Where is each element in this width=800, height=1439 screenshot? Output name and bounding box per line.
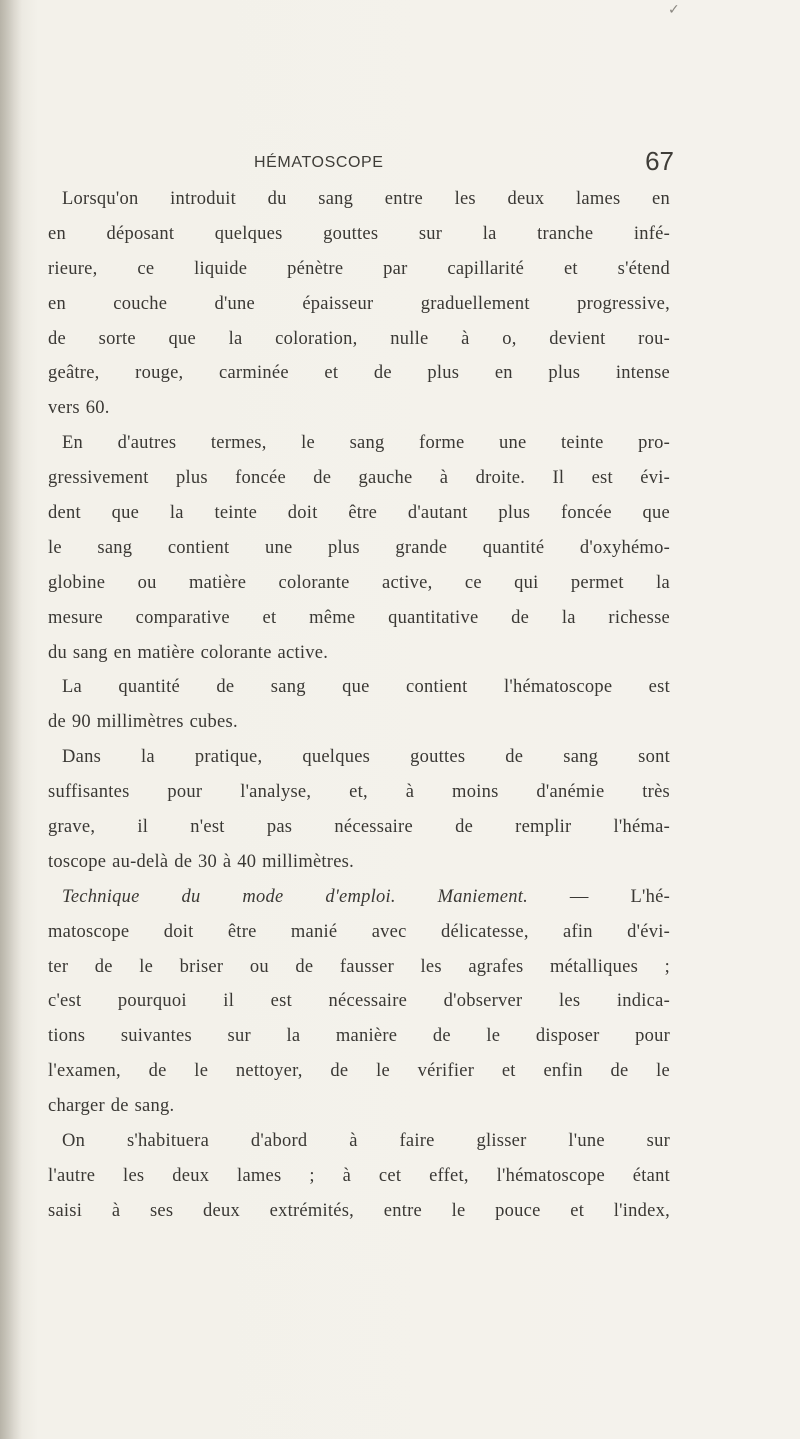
text-line: de sorte que la coloration, nulle à o, devient rou- [48, 328, 670, 349]
text-line: en déposant quelques gouttes sur la tranche infé- [48, 223, 670, 244]
text-line: toscope au-delà de 30 à 40 millimètres. [48, 851, 355, 872]
text-line: matoscope doit être manié avec délicatesse, afin d'évi- [48, 921, 670, 942]
section-heading: Technique du mode d'emploi. Maniement. [62, 886, 528, 907]
text-line: Dans la pratique, quelques gouttes de sang sont [62, 747, 670, 768]
text-line: La quantité de sang que contient l'hématoscope est [62, 677, 670, 698]
text-line: On s'habituera d'abord à faire glisser l'une sur [62, 1131, 670, 1152]
text-line: suffisantes pour l'analyse, et, à moins d'anémie très [48, 782, 670, 803]
text-line [48, 880, 670, 915]
text-line: grave, il n'est pas nécessaire de remplir l'héma- [48, 817, 670, 838]
text-line: l'autre les deux lames ; à cet effet, l'hématoscope étant [48, 1165, 670, 1186]
text-line: gressivement plus foncée de gauche à droite. Il est évi- [48, 468, 670, 489]
text-line: mesure comparative et même quantitative de la richesse [48, 607, 670, 628]
text-line: rieure, ce liquide pénètre par capillarité et s'étend [48, 258, 670, 279]
body-text [48, 182, 670, 1229]
text-line: geâtre, rouge, carminée et de plus en plus intense [48, 363, 670, 384]
running-title: HÉMATOSCOPE [254, 154, 384, 171]
running-header [254, 146, 674, 180]
text-fragment: — L'hé- [569, 886, 671, 907]
text-line: En d'autres termes, le sang forme une teinte pro- [62, 433, 670, 454]
text-line: Lorsqu'on introduit du sang entre les deux lames en [62, 189, 670, 209]
text-line: saisi à ses deux extrémités, entre le pouce et l'index, [48, 1200, 670, 1221]
text-line: tions suivantes sur la manière de le disposer pour [48, 1026, 670, 1047]
text-line: de 90 millimètres cubes. [48, 712, 238, 733]
text-line: charger de sang. [48, 1096, 175, 1117]
page-number: 67 [645, 146, 674, 176]
text-line: en couche d'une épaisseur graduellement progressive, [48, 293, 670, 314]
margin-check-mark: ✓ [668, 2, 680, 18]
text-line: vers 60. [48, 398, 110, 419]
text-line: ter de le briser ou de fausser les agrafes métalliques ; [48, 956, 670, 977]
text-line: c'est pourquoi il est nécessaire d'observer les indica- [48, 991, 670, 1012]
text-line: dent que la teinte doit être d'autant plus foncée que [48, 503, 670, 524]
text-line: l'examen, de le nettoyer, de le vérifier et enfin de le [48, 1061, 670, 1082]
text-line: globine ou matière colorante active, ce qui permet la [48, 572, 670, 593]
binding-shadow [0, 0, 22, 1439]
text-line: du sang en matière colorante active. [48, 642, 329, 663]
text-line: le sang contient une plus grande quantité d'oxyhémo- [48, 537, 670, 558]
